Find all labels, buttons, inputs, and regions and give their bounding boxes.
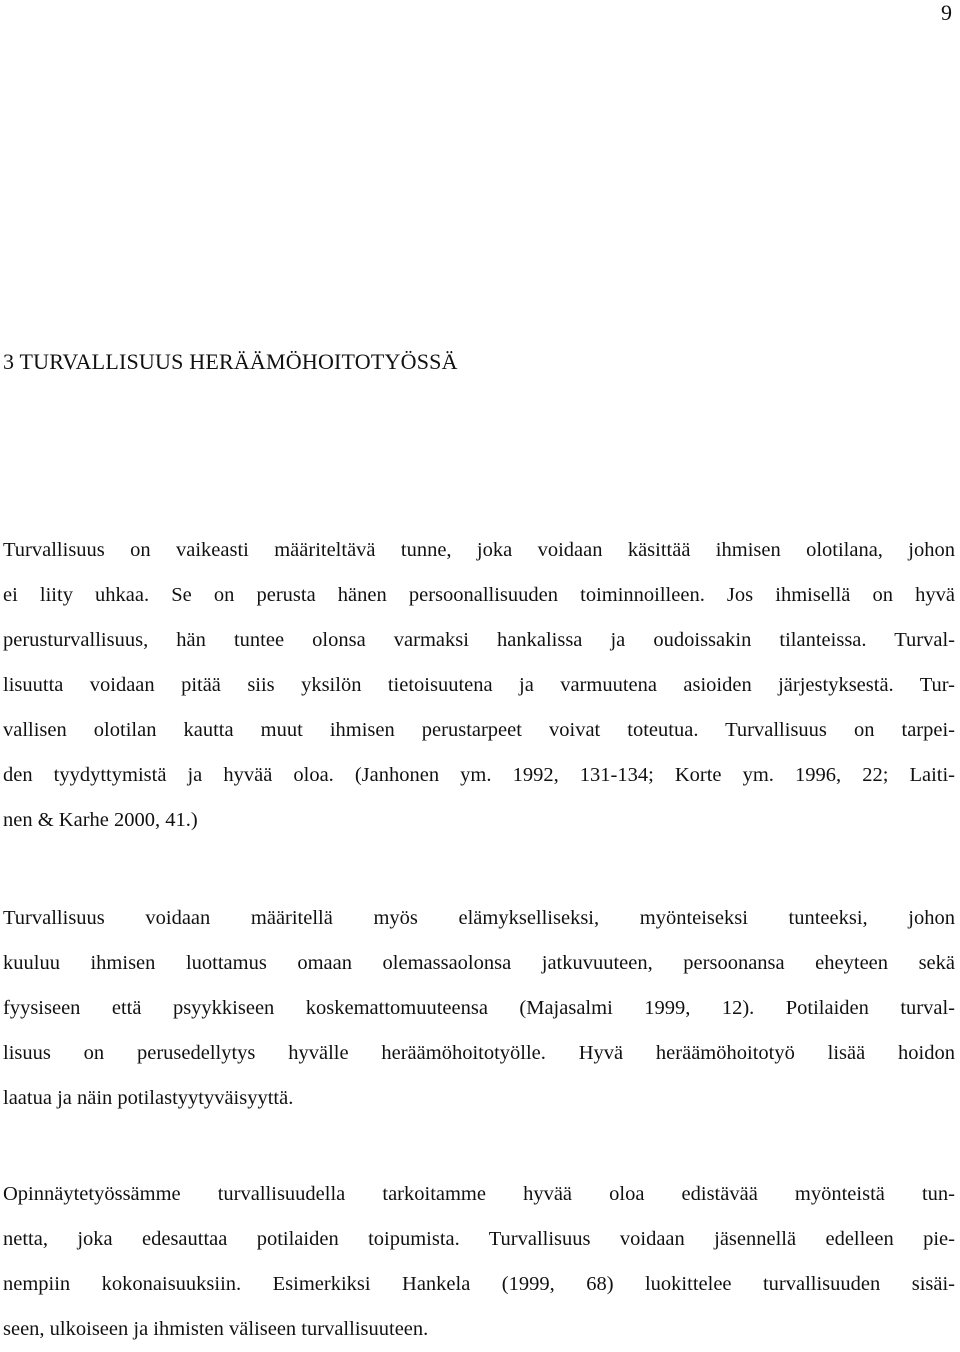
paragraph-3 bbox=[3, 1172, 955, 1352]
paragraph-line: den tyydyttymistä ja hyvää oloa. (Janhonen ym. 1992, 131-134; Korte ym. 1996, 22; Laiti- bbox=[3, 764, 955, 786]
paragraph-line: nen & Karhe 2000, 41.) bbox=[3, 809, 198, 831]
paragraph-line: lisuus on perusedellytys hyvälle heräämöhoitotyölle. Hyvä heräämöhoitotyö lisää hoidon bbox=[3, 1042, 955, 1064]
paragraph-1 bbox=[3, 528, 955, 843]
paragraph-line: netta, joka edesauttaa potilaiden toipumista. Turvallisuus voidaan jäsennellä edelleen pie- bbox=[3, 1228, 955, 1250]
paragraph-line: seen, ulkoiseen ja ihmisten väliseen turvallisuuteen. bbox=[3, 1318, 429, 1340]
paragraph-line: Turvallisuus voidaan määritellä myös elämykselliseksi, myönteiseksi tunteeksi, johon bbox=[3, 907, 955, 929]
paragraph-line: vallisen olotilan kautta muut ihmisen perustarpeet voivat toteutua. Turvallisuus on tarpei- bbox=[3, 719, 955, 741]
section-heading: 3 TURVALLISUUS HERÄÄMÖHOITOTYÖSSÄ bbox=[3, 349, 458, 374]
paragraph-line: ei liity uhkaa. Se on perusta hänen persoonallisuuden toiminnoilleen. Jos ihmisellä on hyvä bbox=[3, 584, 955, 606]
paragraph-line: Opinnäytetyössämme turvallisuudella tarkoitamme hyvää oloa edistävää myönteistä tun- bbox=[3, 1183, 955, 1205]
paragraph-2 bbox=[3, 896, 955, 1121]
paragraph-line: laatua ja näin potilastyytyväisyyttä. bbox=[3, 1087, 294, 1109]
paragraph-line: perusturvallisuus, hän tuntee olonsa varmaksi hankalissa ja oudoissakin tilanteissa. Turval- bbox=[3, 629, 955, 651]
paragraph-line: kuuluu ihmisen luottamus omaan olemassaolonsa jatkuvuuteen, persoonansa eheyteen sekä bbox=[3, 952, 955, 974]
paragraph-line: Turvallisuus on vaikeasti määriteltävä tunne, joka voidaan käsittää ihmisen olotilana, johon bbox=[3, 539, 955, 561]
paragraph-line: nempiin kokonaisuuksiin. Esimerkiksi Hankela (1999, 68) luokittelee turvallisuuden sisäi- bbox=[3, 1273, 955, 1295]
paragraph-line: lisuutta voidaan pitää siis yksilön tietoisuutena ja varmuutena asioiden järjestyksestä. Tur- bbox=[3, 674, 955, 696]
paragraph-line: fyysiseen että psyykkiseen koskemattomuuteensa (Majasalmi 1999, 12). Potilaiden turval- bbox=[3, 997, 955, 1019]
page-number: 9 bbox=[941, 0, 952, 25]
